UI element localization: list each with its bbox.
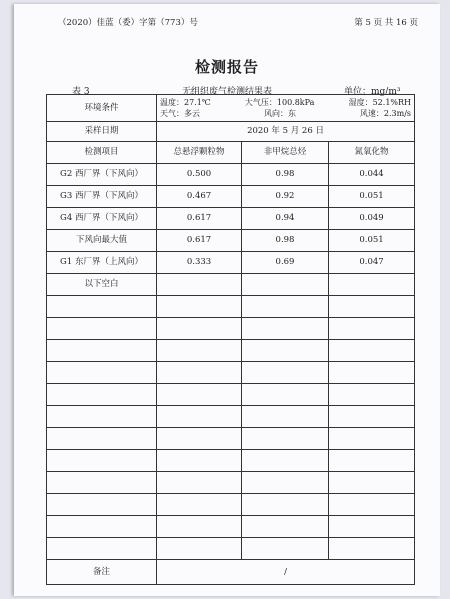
unit-label: 单位：mg/m³ <box>344 87 401 97</box>
temperature: 温度：27.1℃ <box>160 98 211 107</box>
blank-row <box>47 340 415 362</box>
table-row <box>47 164 415 186</box>
table-cell: 0.617 <box>157 230 242 252</box>
table-row <box>47 252 415 274</box>
table-number: 表 3 <box>72 87 90 97</box>
pressure: 大气压：100.8kPa <box>244 98 315 107</box>
sampling-date: 2020 年 5 月 26 日 <box>157 122 415 142</box>
blank-row <box>47 406 415 428</box>
table-cell: 以下空白 <box>47 274 157 296</box>
blank-row <box>47 296 415 318</box>
table-cell: G3 西厂界（下风向） <box>47 186 157 208</box>
remark-label: 备注 <box>47 560 157 585</box>
column-header: 氮氧化物 <box>329 142 415 164</box>
table-title: 无组织废气检测结果表 <box>182 87 273 97</box>
table-cell <box>157 274 242 296</box>
table-cell: G2 西厂界（下风向） <box>47 164 157 186</box>
table-cell: 0.051 <box>329 230 415 252</box>
env-row <box>47 95 415 122</box>
remark-row <box>47 560 415 585</box>
table-cell: 0.94 <box>242 208 329 230</box>
table-cell: 0.69 <box>242 252 329 274</box>
table-cell: 0.617 <box>157 208 242 230</box>
table-row <box>47 230 415 252</box>
table-cell: G1 东厂界（上风向） <box>47 252 157 274</box>
table-cell: 0.98 <box>242 230 329 252</box>
humidity: 湿度：52.1%RH <box>348 98 412 107</box>
page-title: 检测报告 <box>194 58 259 76</box>
column-header-row <box>47 142 415 164</box>
wind-direction: 风向：东 <box>263 109 296 118</box>
table-cell: 0.500 <box>157 164 242 186</box>
table-cell: 0.92 <box>242 186 329 208</box>
blank-row <box>47 318 415 340</box>
column-header: 检测项目 <box>47 142 157 164</box>
table-cell: 0.051 <box>329 186 415 208</box>
table-row <box>47 186 415 208</box>
table-cell <box>242 274 329 296</box>
blank-row <box>47 384 415 406</box>
blank-row <box>47 450 415 472</box>
table-cell: 下风向最大值 <box>47 230 157 252</box>
table-cell: 0.047 <box>329 252 415 274</box>
blank-row <box>47 516 415 538</box>
column-header: 非甲烷总烃 <box>242 142 329 164</box>
doc-number: （2020）佳蓝（委）字第（773）号 <box>58 18 198 28</box>
page-header <box>58 16 418 28</box>
env-label: 环境条件 <box>47 95 157 122</box>
blank-row <box>47 472 415 494</box>
table-cell: 0.333 <box>157 252 242 274</box>
results-table <box>46 94 415 585</box>
blank-row <box>47 428 415 450</box>
table-row <box>47 274 415 296</box>
table-cell: 0.467 <box>157 186 242 208</box>
page-info: 第 5 页 共 16 页 <box>354 18 418 28</box>
column-header: 总悬浮颗粒物 <box>157 142 242 164</box>
env-values <box>157 95 415 122</box>
table-cell <box>329 274 415 296</box>
table-cell: 0.049 <box>329 208 415 230</box>
blank-row <box>47 362 415 384</box>
table-row <box>47 208 415 230</box>
table-cell: 0.044 <box>329 164 415 186</box>
sampling-row <box>47 122 415 142</box>
blank-row <box>47 494 415 516</box>
table-cell: G4 西厂界（下风向） <box>47 208 157 230</box>
wind-speed: 风速：2.3m/s <box>359 109 412 118</box>
sampling-label: 采样日期 <box>47 122 157 142</box>
blank-row <box>47 538 415 560</box>
table-cell: 0.98 <box>242 164 329 186</box>
remark-value: / <box>157 560 415 585</box>
weather: 天气：多云 <box>160 109 200 118</box>
